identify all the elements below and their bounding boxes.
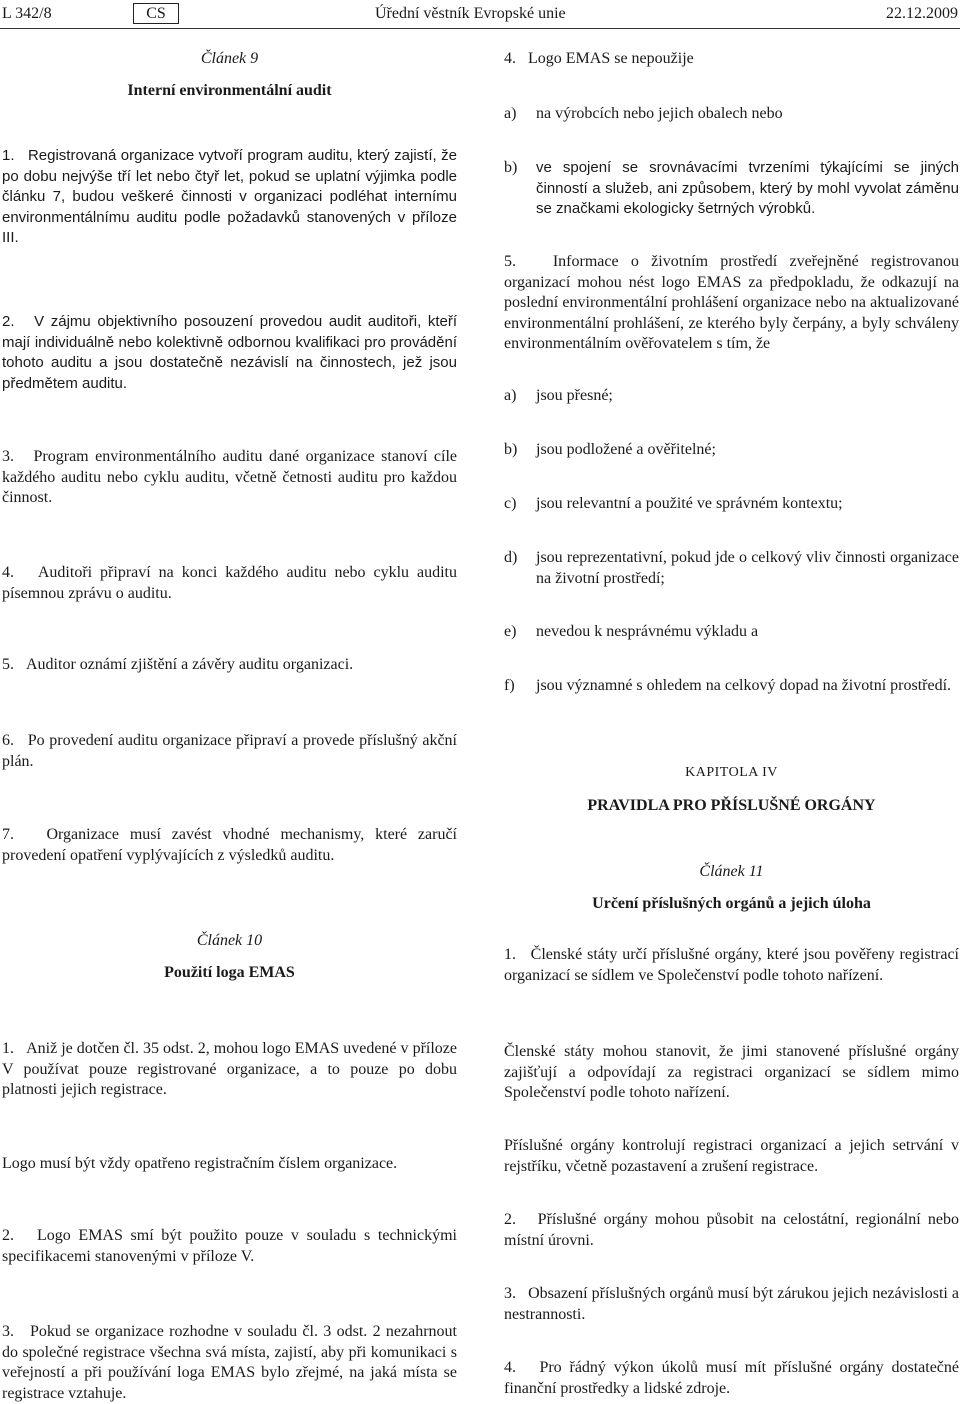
list-item-text: jsou významné s ohledem na celkový dopad na životní prostředí. <box>536 677 952 694</box>
language-code-box: CS <box>133 3 179 24</box>
list-item-label: b) <box>504 159 518 176</box>
list-item <box>504 548 959 589</box>
article-9-title: Interní environmentální audit <box>127 82 332 99</box>
article-9-paragraph-5: 5. Auditor oznámí zjištění a závěry auditu organizaci. <box>2 656 354 673</box>
article-11-paragraph-2: 2. Příslušné orgány mohou působit na celostátní, regionální nebo místní úrovni. <box>504 1211 959 1249</box>
article-10-paragraph-1: 1. Aniž je dotčen čl. 35 odst. 2, mohou logo EMAS uvedené v příloze V používat pouze registrované organizace, a to pouze po dobu platnosti jejich registrace. <box>2 1040 457 1098</box>
list-item-text: jsou reprezentativní, pokud jde o celkový vliv činnosti organizace na životní prostředí; <box>536 549 959 587</box>
list-item <box>504 676 959 697</box>
article-10-paragraph-3: 3. Pokud se organizace rozhodne v souladu čl. 3 odst. 2 nezahrnout do společné registrace všechna svá místa, zajistí, aby při komunikaci s veřejností a při používání loga EMAS bylo zřejmé, na jaká místa se registrace vztahuje. <box>2 1323 457 1402</box>
article-9-paragraph-4: 4. Auditoři připraví na konci každého auditu nebo cyklu auditu písemnou zprávu o auditu. <box>2 564 457 602</box>
article-9-paragraph-7: 7. Organizace musí zavést vhodné mechanismy, které zaručí provedení opatření vyplývajících z výsledků auditu. <box>2 826 457 864</box>
list-item-text: jsou podložené a ověřitelné; <box>536 441 716 458</box>
article-11-paragraph-1c: Příslušné orgány kontrolují registraci organizací a jejich setrvání v rejstříku, včetně pozastavení a zrušení registrace. <box>504 1137 959 1175</box>
article-11-paragraph-3: 3. Obsazení příslušných orgánů musí být zárukou jejich nezávislosti a nestrannosti. <box>504 1285 959 1323</box>
list-item-label: c) <box>504 495 517 512</box>
article-9-paragraph-6: 6. Po provedení auditu organizace připraví a provede příslušný akční plán. <box>2 732 457 770</box>
list-item-text: na výrobcích nebo jejich obalech nebo <box>536 105 783 122</box>
list-item <box>504 386 959 407</box>
list-item-label: a) <box>504 387 517 404</box>
list-item-text: nevedou k nesprávnému výkladu a <box>536 623 759 640</box>
article-11-paragraph-1: 1. Členské státy určí příslušné orgány, které jsou pověřeny registrací organizací se sídlem ve Společenství podle tohoto nařízení. <box>504 946 959 984</box>
article-9-label: Článek 9 <box>200 50 259 67</box>
list-item-label: a) <box>504 105 517 122</box>
page-reference: L 342/8 <box>2 5 52 22</box>
article-10-title: Použití loga EMAS <box>164 964 295 981</box>
article-11-paragraph-4: 4. Pro řádný výkon úkolů musí mít příslušné orgány dostatečné finanční prostředky a lidské zdroje. <box>504 1359 959 1397</box>
list-item-text: ve spojení se srovnávacími tvrzeními týkajícími se jiných činností a služeb, ani způsobem, který by mohl vyvolat záměnu se značkami ekologicky šetrných výrobků. <box>536 159 959 217</box>
list-item-label: e) <box>504 623 517 640</box>
list-item-label: f) <box>504 677 515 694</box>
article-9-paragraph-2: 2. V zájmu objektivního posouzení provedou audit auditoři, kteří mají individuálně nebo kolektivně odbornou kvalifikaci pro provádění tohoto auditu a jsou dostatečně nezávislí na činnostech, jež jsou předmětem auditu. <box>2 313 457 392</box>
list-item <box>504 158 959 220</box>
chapter-label: KAPITOLA IV <box>685 765 778 780</box>
chapter-title: PRAVIDLA PRO PŘÍSLUŠNÉ ORGÁNY <box>587 797 876 814</box>
list-item-label: b) <box>504 441 518 458</box>
article-9-paragraph-1: 1. Registrovaná organizace vytvoří program auditu, který zajistí, že po dobu nejvýše tří let nebo čtyř let, pokud se uplatní výjimka podle článku 7, budou veškeré činnosti v organizaci podléhat internímu environmentálnímu auditu podle požadavků stanovených v příloze III. <box>2 147 457 246</box>
list-item-text: jsou relevantní a použité ve správném kontextu; <box>536 495 843 512</box>
article-10-paragraph-5: 5. Informace o životním prostředí zveřejněné registrovanou organizací mohou nést logo EMAS za předpokladu, že odkazují na poslední environmentální prohlášení organizace nebo na aktualizované environmentální prohlášení, ze kterého byly čerpány, a byly schváleny environmentálním ověřovatelem s tím, že <box>504 253 959 352</box>
publication-date: 22.12.2009 <box>886 5 958 22</box>
article-11-paragraph-1b: Členské státy mohou stanovit, že jimi stanovené příslušné orgány zajišťují a odpovídají za registraci organizací se sídlem mimo Společenství podle tohoto nařízení. <box>504 1043 959 1101</box>
list-item <box>504 494 959 515</box>
list-item <box>504 440 959 461</box>
article-11-title: Určení příslušných orgánů a jejich úloha <box>592 895 871 912</box>
article-11-label: Článek 11 <box>699 863 764 880</box>
list-item-text: jsou přesné; <box>536 387 613 404</box>
journal-title: Úřední věstník Evropské unie <box>375 5 566 22</box>
article-10-paragraph-2: 2. Logo EMAS smí být použito pouze v souladu s technickými specifikacemi stanovenými v příloze V. <box>2 1227 457 1265</box>
article-10-label: Článek 10 <box>196 932 263 949</box>
list-item-label: d) <box>504 549 518 566</box>
page-header <box>0 0 960 29</box>
article-9-paragraph-3: 3. Program environmentálního auditu dané organizace stanoví cíle každého auditu nebo cyklu auditu, včetně četnosti auditu pro každou činnost. <box>2 448 457 506</box>
list-item <box>504 622 959 643</box>
article-10-paragraph-1b: Logo musí být vždy opatřeno registračním číslem organizace. <box>2 1155 398 1172</box>
article-10-paragraph-4: 4. Logo EMAS se nepoužije <box>504 50 694 67</box>
list-item <box>504 104 959 125</box>
